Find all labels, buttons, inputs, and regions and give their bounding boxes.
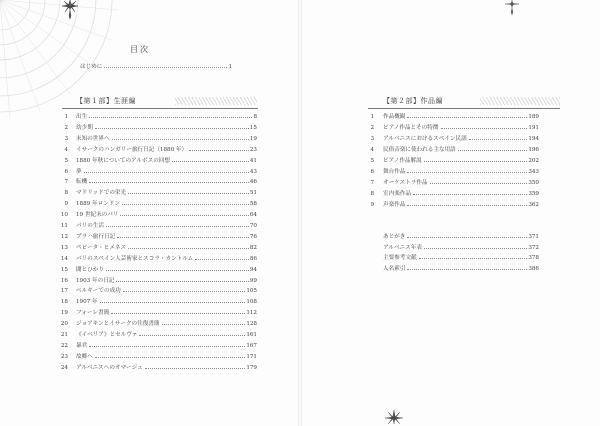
leader-dots <box>413 194 527 195</box>
leader-dots <box>128 193 249 194</box>
toc-entry[interactable] <box>76 310 257 317</box>
leader-dots <box>407 237 527 238</box>
chapter-title: 主要参考文献 <box>383 255 417 262</box>
chapter-title: 声楽作品 <box>383 202 406 208</box>
chapter-number: 23 <box>60 353 68 360</box>
chapter-title: アルベニス年表 <box>383 244 422 251</box>
page-number: 15 <box>249 124 257 131</box>
chapter-title: 夢 <box>76 168 82 175</box>
rosette-ornament-icon <box>56 0 84 20</box>
toc-entry[interactable] <box>76 169 257 176</box>
chapter-number: 2 <box>370 125 374 131</box>
page-number: 46 <box>249 179 257 186</box>
chapter-number: 21 <box>60 332 68 338</box>
chapter-number: 4 <box>370 147 374 153</box>
chapter-number: 12 <box>60 233 68 240</box>
rosette-ornament-icon <box>502 0 522 16</box>
leader-dots <box>458 150 528 151</box>
chapter-number: 9 <box>370 202 374 208</box>
intro-label: はじめに <box>80 64 103 70</box>
part2-heading: 【第２部】作品編 <box>383 97 443 105</box>
toc-entry[interactable] <box>383 147 539 154</box>
page-number: 19 <box>249 135 257 142</box>
chapter-title: 幼少期 <box>76 124 93 131</box>
chapter-number: 7 <box>64 179 68 186</box>
toc-entry[interactable] <box>383 266 539 273</box>
intro-page: 1 <box>228 64 232 70</box>
chapter-number: 19 <box>60 310 68 317</box>
toc-entry[interactable] <box>383 169 539 176</box>
toc-entry[interactable] <box>76 158 257 165</box>
leader-dots <box>145 368 246 369</box>
toc-entry[interactable] <box>76 288 257 295</box>
chapter-number: 4 <box>64 146 68 153</box>
toc-entry[interactable] <box>76 234 257 241</box>
page-number: 112 <box>246 310 257 317</box>
part2-divider <box>368 108 560 109</box>
book-gutter <box>298 0 302 426</box>
chapter-title: ジョアキンとイサークの往復書簡 <box>76 321 160 328</box>
toc-entry[interactable] <box>76 278 257 285</box>
toc-entry[interactable] <box>383 180 539 187</box>
leader-dots <box>195 259 249 260</box>
page-number: 191 <box>528 125 539 131</box>
chapter-title: 闇とひかり <box>76 266 104 273</box>
part1-pattern-band <box>175 97 257 105</box>
page-number: 41 <box>249 157 257 164</box>
page-number: 386 <box>528 265 539 272</box>
leader-dots <box>117 237 249 238</box>
chapter-title: ピアノ作品解説 <box>383 158 422 164</box>
chapter-number: 22 <box>60 342 68 349</box>
page-number: 94 <box>249 266 257 273</box>
toc-entry[interactable] <box>383 125 539 132</box>
leader-dots <box>95 357 246 358</box>
toc-entry[interactable] <box>76 354 257 361</box>
chapter-number: 16 <box>60 277 68 284</box>
chapter-number: 3 <box>370 136 374 142</box>
leader-dots <box>89 117 252 118</box>
chapter-title: 出生 <box>76 114 88 120</box>
chapter-title: 暴君 <box>76 342 88 349</box>
toc-entry[interactable] <box>383 114 539 121</box>
toc-entry[interactable] <box>383 136 539 143</box>
part1-heading: 【第１部】生涯編 <box>76 97 136 105</box>
chapter-number: 8 <box>370 191 374 197</box>
page-number: 167 <box>246 342 257 349</box>
leader-dots <box>139 335 245 336</box>
part2-pattern-band <box>480 97 560 105</box>
chapter-title: 19 世紀末のパリ <box>76 212 119 219</box>
leader-dots <box>122 204 249 205</box>
leader-dots <box>100 302 246 303</box>
toc-entry[interactable] <box>76 212 257 219</box>
page-number: 161 <box>246 332 257 338</box>
page-number: 82 <box>249 244 257 251</box>
chapter-title: アルベニスへのオマージュ <box>76 364 143 371</box>
leader-dots <box>469 139 528 140</box>
page-number: 196 <box>528 147 539 153</box>
chapter-title: 《イベリア》とセルヴァ <box>76 332 138 338</box>
toc-entry[interactable] <box>76 114 257 121</box>
page-number: 194 <box>528 136 539 142</box>
chapter-number: 6 <box>370 169 374 175</box>
chapter-title: イサークのハンガリー旅行日記（1880 年） <box>76 146 188 153</box>
chapter-number: 7 <box>370 180 374 186</box>
leader-dots <box>419 258 528 259</box>
chapter-number: 13 <box>60 244 68 251</box>
leader-dots <box>172 161 249 162</box>
page-number: 202 <box>528 158 539 164</box>
page-number: 371 <box>528 234 539 240</box>
rosette-ornament-icon <box>383 406 405 426</box>
chapter-number: 3 <box>64 135 68 142</box>
page-number: 179 <box>246 364 257 371</box>
toc-entry[interactable] <box>76 365 257 372</box>
page-number: 378 <box>528 255 539 262</box>
toc-entry[interactable] <box>76 267 257 274</box>
leader-dots <box>95 128 249 129</box>
page-number: 51 <box>249 190 257 197</box>
chapter-number: 10 <box>60 212 68 219</box>
leader-dots <box>111 313 245 314</box>
chapter-title: 人名索引 <box>383 265 406 272</box>
chapter-number: 1 <box>370 114 374 120</box>
toc-entry[interactable] <box>383 202 539 209</box>
chapter-title: ペピータ・ヒメネス <box>76 244 127 251</box>
toc-entry[interactable] <box>76 321 257 328</box>
leader-dots <box>162 324 246 325</box>
chapter-title: パリのスペイン人芸術家とスコラ・カントルム <box>76 255 194 262</box>
page-number: 362 <box>528 202 539 208</box>
chapter-number: 11 <box>60 223 68 229</box>
chapter-title: ベルギーでの成功 <box>76 288 121 295</box>
chapter-title: 故郷へ <box>76 353 93 360</box>
chapter-title: 民俗音楽に使われる主な用語 <box>383 147 456 153</box>
chapter-title: 1889 年ロンドン <box>76 201 120 208</box>
page-number: 76 <box>249 233 257 240</box>
leader-dots <box>104 67 227 68</box>
toc-entry[interactable] <box>383 245 539 252</box>
page-number: 105 <box>246 288 257 295</box>
leader-dots <box>120 215 248 216</box>
chapter-title: 1880 年秋についてのアルボスの回想 <box>76 157 170 164</box>
chapter-number: 1 <box>64 114 68 120</box>
toc-entry[interactable] <box>383 191 539 198</box>
page-number: 86 <box>249 255 257 262</box>
chapter-title: 1907 年 <box>76 299 98 306</box>
leader-dots <box>112 139 249 140</box>
toc-entry[interactable] <box>76 136 257 143</box>
chapter-title: マドリッドでの栄光 <box>76 190 127 197</box>
chapter-number: 24 <box>60 364 68 371</box>
chapter-number: 8 <box>64 190 68 197</box>
toc-entry[interactable] <box>76 125 257 132</box>
intro-entry[interactable] <box>80 64 232 74</box>
leader-dots <box>424 248 527 249</box>
chapter-title: プラハ旅行日記 <box>76 233 116 240</box>
chapter-title: 室内楽作品 <box>383 191 411 197</box>
chapter-title: 未知の世界へ <box>76 135 110 142</box>
chapter-title: ピアノ作品とその特徴 <box>383 125 439 131</box>
leader-dots <box>407 117 527 118</box>
chapter-number: 6 <box>64 168 68 175</box>
toc-entry[interactable] <box>76 190 257 197</box>
page-number: 350 <box>528 180 539 186</box>
toc-entry[interactable] <box>76 256 257 263</box>
chapter-number: 20 <box>60 321 68 328</box>
toc-entry[interactable] <box>76 245 257 252</box>
leader-dots <box>123 291 246 292</box>
toc-entry[interactable] <box>76 201 257 208</box>
leader-dots <box>407 172 527 173</box>
leader-dots <box>106 226 249 227</box>
page-number: 70 <box>249 223 257 229</box>
page-number: 64 <box>249 212 257 219</box>
leader-dots <box>441 128 528 129</box>
leader-dots <box>189 150 249 151</box>
part1-divider <box>62 108 258 109</box>
leader-dots <box>84 172 249 173</box>
toc-entry[interactable] <box>76 179 257 186</box>
leader-dots <box>89 182 249 183</box>
chapter-title: オーケストラ作品 <box>383 180 428 186</box>
page-number: 171 <box>246 353 257 360</box>
chapter-number: 2 <box>64 124 68 131</box>
page-number: 359 <box>528 191 539 197</box>
page-number: 128 <box>246 321 257 328</box>
toc-entry[interactable] <box>76 332 257 339</box>
leader-dots <box>116 281 248 282</box>
leader-dots <box>106 270 249 271</box>
chapter-number: 9 <box>64 201 68 208</box>
leader-dots <box>89 346 245 347</box>
toc-entry[interactable] <box>76 299 257 306</box>
leader-dots <box>407 205 527 206</box>
chapter-number: 17 <box>60 288 68 295</box>
chapter-number: 14 <box>60 255 68 262</box>
chapter-number: 5 <box>370 158 374 164</box>
chapter-number: 15 <box>60 266 68 273</box>
chapter-number: 18 <box>60 299 68 306</box>
page-number: 43 <box>249 168 257 175</box>
page-number: 99 <box>249 277 257 284</box>
toc-entry[interactable] <box>383 158 539 165</box>
chapter-title: 転機 <box>76 179 88 186</box>
toc-entry[interactable] <box>383 234 539 241</box>
chapter-title: フォーレ書簡 <box>76 310 110 317</box>
leader-dots <box>128 248 249 249</box>
toc-entry[interactable] <box>76 223 257 230</box>
chapter-title: 1903 年の日記 <box>76 277 115 284</box>
toc-entry[interactable] <box>76 343 257 350</box>
leader-dots <box>424 161 528 162</box>
toc-title: 目次 <box>130 45 150 54</box>
chapter-title: パリの生活 <box>76 223 104 229</box>
chapter-title: 作品概観 <box>383 114 406 120</box>
page-number: 58 <box>249 201 257 208</box>
chapter-number: 5 <box>64 157 68 164</box>
leader-dots <box>407 269 527 270</box>
page-number: 343 <box>528 169 539 175</box>
toc-entry[interactable] <box>383 255 539 262</box>
toc-entry[interactable] <box>76 147 257 154</box>
leader-dots <box>430 183 528 184</box>
page-number: 8 <box>253 114 257 120</box>
page-number: 372 <box>528 244 539 251</box>
page-number: 189 <box>528 114 539 120</box>
chapter-title: アルベニスにおけるスペイン民謡 <box>383 136 467 142</box>
chapter-title: 舞台作品 <box>383 169 406 175</box>
chapter-title: あとがき <box>383 234 406 240</box>
page-number: 108 <box>246 299 257 306</box>
page-number: 23 <box>249 146 257 153</box>
right-page <box>302 0 600 426</box>
